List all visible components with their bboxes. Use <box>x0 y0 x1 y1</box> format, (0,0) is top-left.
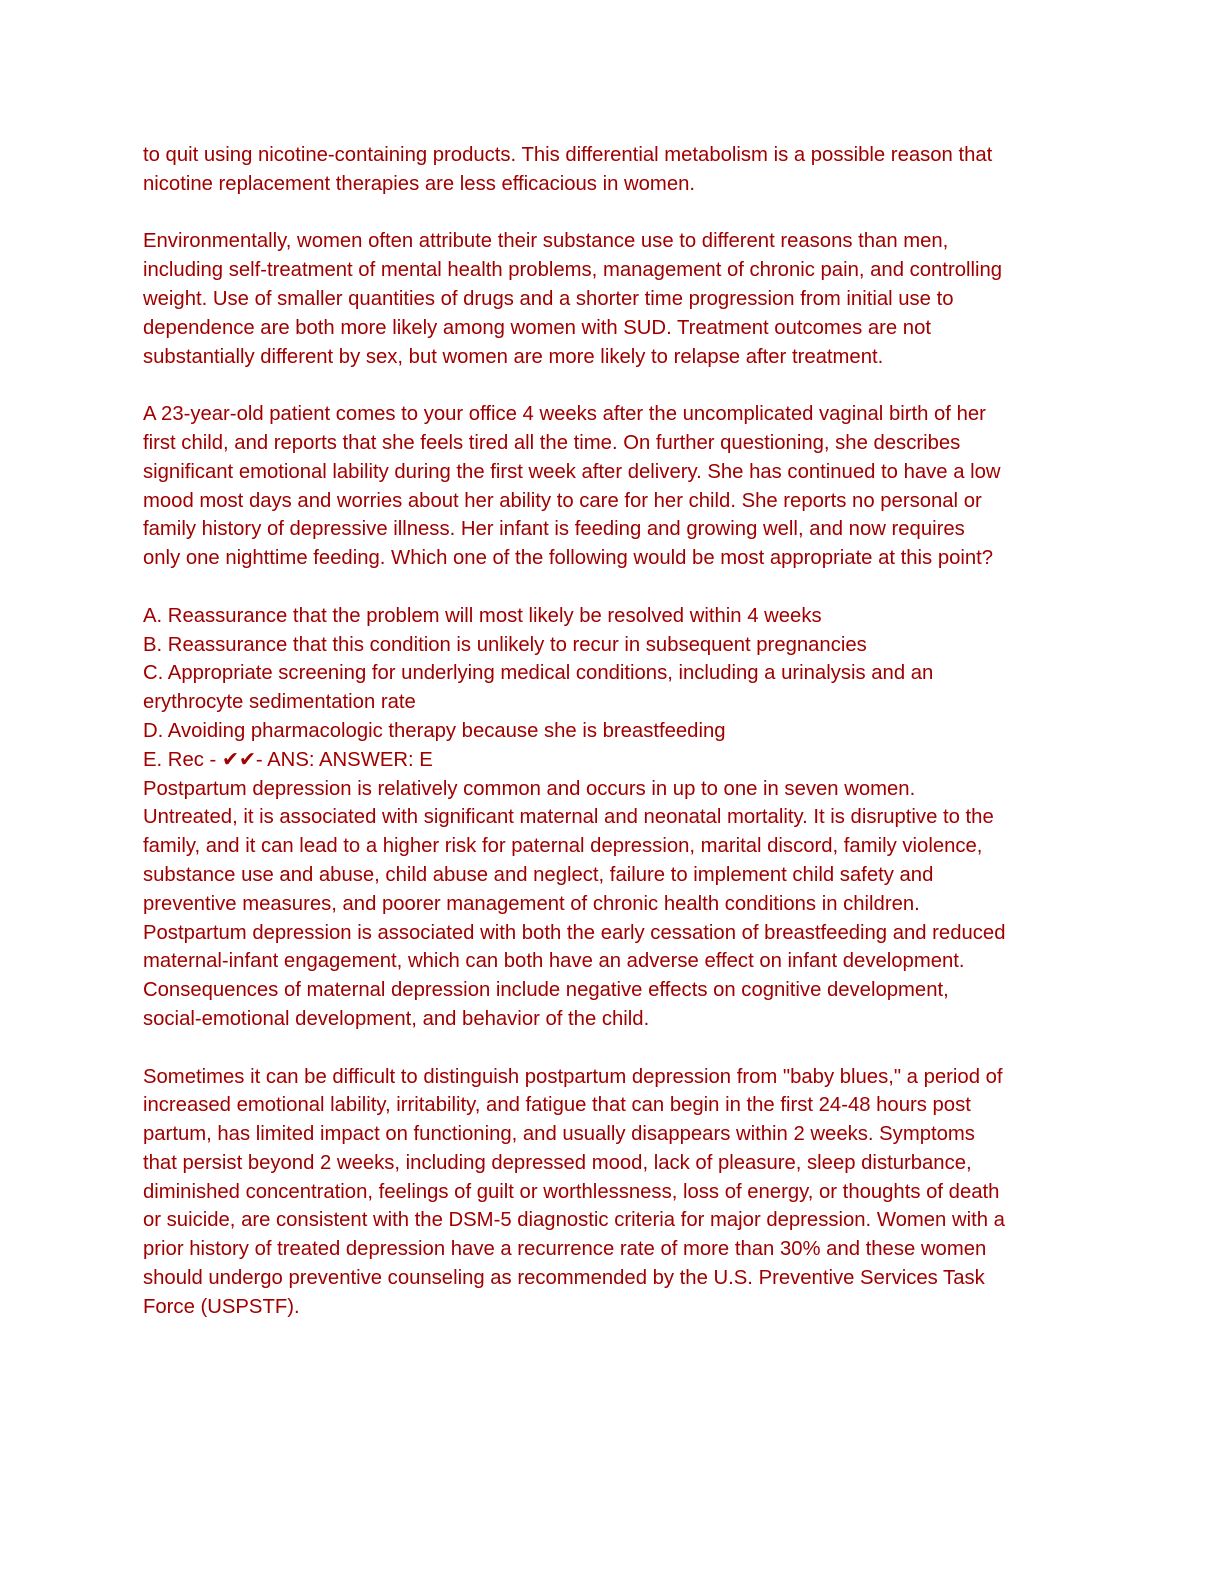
text-line: or suicide, are consistent with the DSM-5 diagnostic criteria for major depression. Women with a <box>143 1209 1005 1232</box>
answer-options <box>143 602 1083 775</box>
text-line: that persist beyond 2 weeks, including depressed mood, lack of pleasure, sleep disturbance, <box>143 1151 972 1174</box>
text-line: prior history of treated depression have a recurrence rate of more than 30% and these women <box>143 1238 987 1261</box>
document-page <box>143 141 1083 1322</box>
text-line: dependence are both more likely among women with SUD. Treatment outcomes are not <box>143 316 931 339</box>
paragraph-gap <box>143 199 1083 228</box>
option-e-answer: E. Rec - ✔✔- ANS: ANSWER: E <box>143 748 433 771</box>
environmental-paragraph <box>143 227 1083 371</box>
text-line: to quit using nicotine-containing products. This differential metabolism is a possible reason that <box>143 144 993 166</box>
text-line: family history of depressive illness. Her infant is feeding and growing well, and now requires <box>143 518 965 541</box>
question-paragraph <box>143 400 1083 573</box>
paragraph-gap <box>143 573 1083 602</box>
intro-paragraph <box>143 141 1083 199</box>
text-line: diminished concentration, feelings of guilt or worthlessness, loss of energy, or thoughts of death <box>143 1180 1000 1203</box>
text-line: only one nighttime feeding. Which one of the following would be most appropriate at this point? <box>143 547 994 570</box>
paragraph-gap <box>143 1034 1083 1063</box>
baby-blues-paragraph <box>143 1063 1083 1322</box>
text-line: partum, has limited impact on functioning, and usually disappears within 2 weeks. Symptoms <box>143 1123 975 1146</box>
text-line: Postpartum depression is associated with both the early cessation of breastfeeding and reduced <box>143 921 1006 944</box>
text-line: nicotine replacement therapies are less efficacious in women. <box>143 172 696 195</box>
text-line: preventive measures, and poorer management of chronic health conditions in children. <box>143 892 920 915</box>
text-line: including self-treatment of mental health problems, management of chronic pain, and controlling <box>143 259 1003 282</box>
paragraph-gap <box>143 371 1083 400</box>
text-line: substantially different by sex, but women are more likely to relapse after treatment. <box>143 345 884 368</box>
text-line: Sometimes it can be difficult to distinguish postpartum depression from "baby blues," a period of <box>143 1065 1003 1088</box>
text-line: should undergo preventive counseling as recommended by the U.S. Preventive Services Task <box>143 1267 985 1290</box>
text-line: first child, and reports that she feels tired all the time. On further questioning, she describes <box>143 431 961 454</box>
explanation-paragraph <box>143 775 1083 1034</box>
text-line: A 23-year-old patient comes to your office 4 weeks after the uncomplicated vaginal birth of her <box>143 403 986 426</box>
option-b: B. Reassurance that this condition is unlikely to recur in subsequent pregnancies <box>143 633 867 656</box>
text-line: family, and it can lead to a higher risk for paternal depression, marital discord, family violence, <box>143 835 983 858</box>
text-line: increased emotional lability, irritability, and fatigue that can begin in the first 24-48 hours post <box>143 1094 971 1117</box>
option-d: D. Avoiding pharmacologic therapy because she is breastfeeding <box>143 719 726 742</box>
option-c: C. Appropriate screening for underlying medical conditions, including a urinalysis and an <box>143 662 934 685</box>
text-line: weight. Use of smaller quantities of drugs and a shorter time progression from initial use to <box>143 287 954 310</box>
text-line: maternal-infant engagement, which can both have an adverse effect on infant development. <box>143 950 965 973</box>
option-c-continued: erythrocyte sedimentation rate <box>143 691 416 714</box>
text-line: Untreated, it is associated with significant maternal and neonatal mortality. It is disruptive to the <box>143 806 994 829</box>
text-line: Force (USPSTF). <box>143 1295 300 1318</box>
option-a: A. Reassurance that the problem will most likely be resolved within 4 weeks <box>143 604 822 627</box>
text-line: social-emotional development, and behavior of the child. <box>143 1007 650 1030</box>
text-line: Postpartum depression is relatively common and occurs in up to one in seven women. <box>143 777 916 800</box>
text-line: significant emotional lability during the first week after delivery. She has continued to have a low <box>143 460 1001 483</box>
text-line: Consequences of maternal depression include negative effects on cognitive development, <box>143 979 949 1002</box>
text-line: substance use and abuse, child abuse and neglect, failure to implement child safety and <box>143 863 934 886</box>
text-line: Environmentally, women often attribute their substance use to different reasons than men, <box>143 230 949 253</box>
text-line: mood most days and worries about her ability to care for her child. She reports no personal or <box>143 489 982 512</box>
